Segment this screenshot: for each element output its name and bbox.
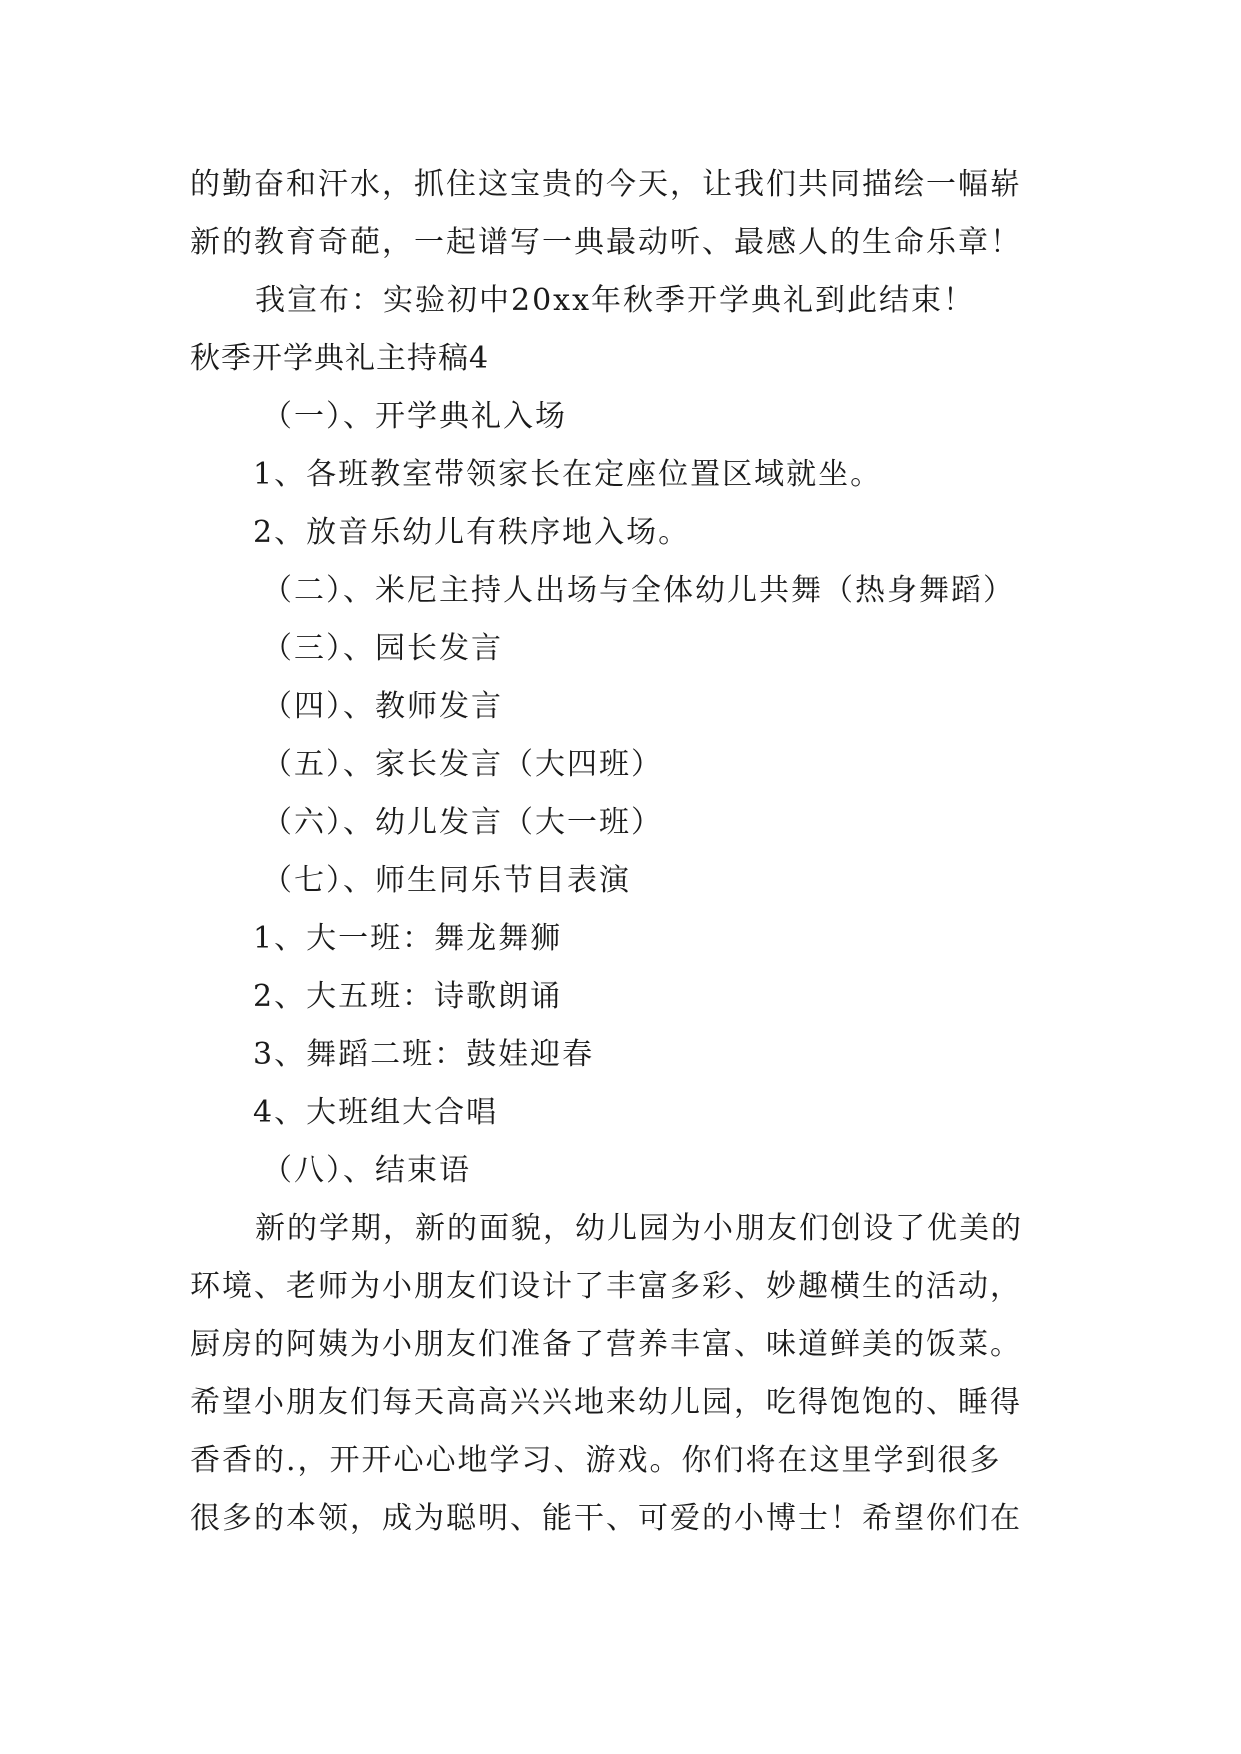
list-item: 1、各班教室带领家长在定座位置区域就坐。 [253, 457, 883, 492]
list-item: 4、大班组大合唱 [253, 1095, 499, 1130]
section-heading: （八）、结束语 [262, 1153, 471, 1188]
section-heading: （七）、师生同乐节目表演 [262, 863, 631, 898]
paragraph-line: 希望小朋友们每天高高兴兴地来幼儿园，吃得饱饱的、睡得 [190, 1385, 1022, 1420]
paragraph-line: 新的教育奇葩，一起谱写一典最动听、最感人的生命乐章！ [190, 225, 1022, 260]
paragraph-line: 环境、老师为小朋友们设计了丰富多彩、妙趣横生的活动， [190, 1269, 1022, 1304]
section-heading: （三）、园长发言 [262, 631, 503, 666]
list-item: 2、放音乐幼儿有秩序地入场。 [253, 515, 691, 550]
section-heading: （二）、米尼主持人出场与全体幼儿共舞（热身舞蹈） [262, 573, 1015, 608]
section-heading: （四）、教师发言 [262, 689, 503, 724]
list-item: 1、大一班：舞龙舞狮 [253, 921, 563, 956]
paragraph-line: 的勤奋和汗水，抓住这宝贵的今天，让我们共同描绘一幅崭 [190, 167, 1022, 202]
section-heading: （六）、幼儿发言（大一班） [262, 805, 663, 840]
list-item: 2、大五班：诗歌朗诵 [253, 979, 563, 1014]
paragraph-line: 很多的本领，成为聪明、能干、可爱的小博士！希望你们在 [190, 1501, 1022, 1536]
paragraph-line: 香香的.，开开心心地学习、游戏。你们将在这里学到很多 [190, 1443, 1002, 1478]
section-title: 秋季开学典礼主持稿4 [190, 341, 490, 376]
closing-announcement: 我宣布：实验初中20xx年秋季开学典礼到此结束！ [255, 283, 976, 318]
section-heading: （五）、家长发言（大四班） [262, 747, 663, 782]
paragraph-line: 新的学期，新的面貌，幼儿园为小朋友们创设了优美的 [255, 1211, 1023, 1246]
section-heading: （一）、开学典礼入场 [262, 399, 567, 434]
list-item: 3、舞蹈二班：鼓娃迎春 [253, 1037, 595, 1072]
paragraph-line: 厨房的阿姨为小朋友们准备了营养丰富、味道鲜美的饭菜。 [190, 1327, 1022, 1362]
